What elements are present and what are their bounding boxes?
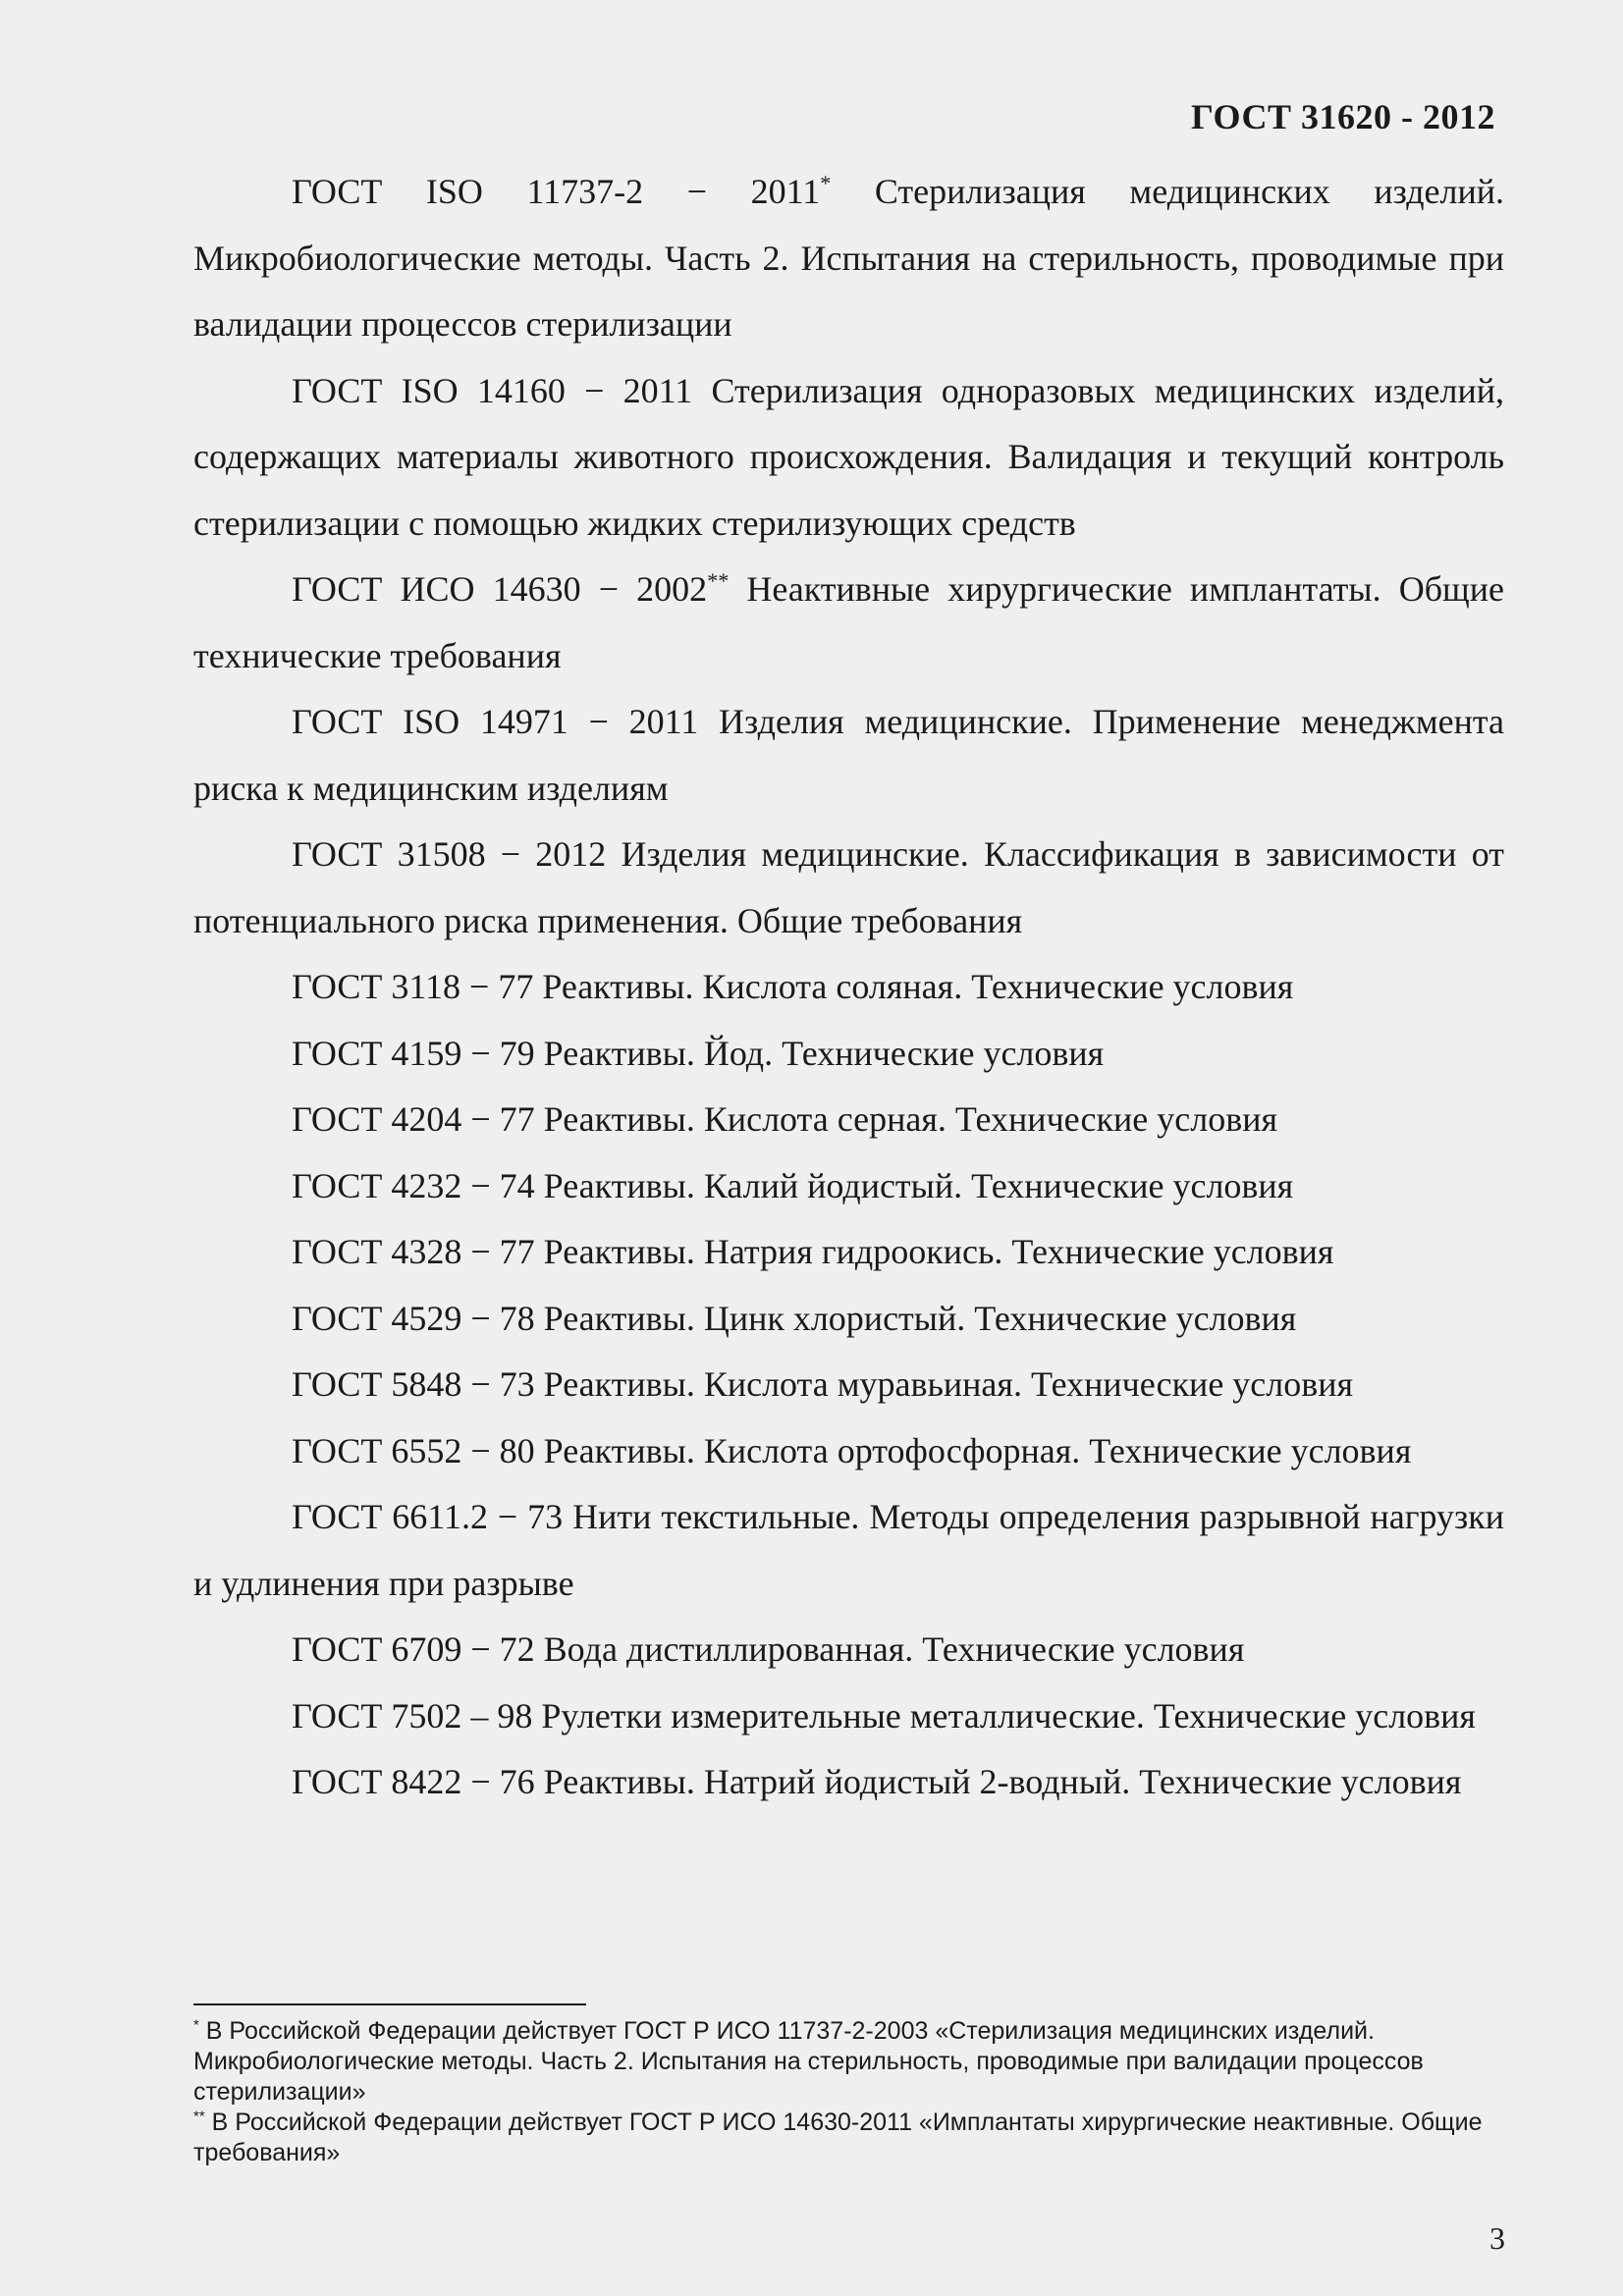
reference-title: Изделия медицинские. Классификация в зависимости от потенциального риска применения. Общие требования	[193, 834, 1504, 940]
footnote-mark: **	[707, 568, 730, 593]
reference-item	[193, 1484, 1504, 1617]
normative-references-list	[193, 159, 1504, 1816]
reference-item	[193, 1219, 1504, 1286]
reference-code: ГОСТ 6709 − 72	[292, 1629, 535, 1669]
reference-item	[193, 557, 1504, 689]
reference-item	[193, 1749, 1504, 1816]
reference-title: Реактивы. Кислота соляная. Технические условия	[533, 967, 1294, 1006]
reference-item	[193, 1087, 1504, 1153]
footnote-divider	[193, 2003, 586, 2005]
footnote-mark: *	[193, 2016, 199, 2034]
reference-item	[193, 1021, 1504, 1088]
reference-title: Изделия медицинские. Применение менеджмента риска к медицинским изделиям	[193, 702, 1504, 808]
reference-code: ГОСТ 8422 − 76	[292, 1762, 535, 1801]
reference-item	[193, 1617, 1504, 1683]
footnote	[193, 2016, 1499, 2108]
reference-item	[193, 1418, 1504, 1485]
reference-title: Реактивы. Кислота серная. Технические условия	[534, 1099, 1278, 1139]
footnote-text: В Российской Федерации действует ГОСТ Р ИСО 14630-2011 «Имплантаты хирургические неактивные. Общие требования»	[193, 2109, 1483, 2166]
reference-code: ГОСТ 4204 − 77	[292, 1099, 535, 1139]
reference-title: Реактивы. Калий йодистый. Технические условия	[534, 1165, 1294, 1205]
document-header-code: ГОСТ 31620 - 2012	[1191, 97, 1495, 136]
footnote	[193, 2108, 1499, 2168]
reference-code: ГОСТ 3118 − 77	[292, 967, 534, 1006]
reference-code: ГОСТ 4328 − 77	[292, 1232, 535, 1271]
reference-item	[193, 689, 1504, 822]
reference-title: Рулетки измерительные металлические. Технические условия	[532, 1695, 1476, 1735]
reference-code: ГОСТ ISO 14971 − 2011	[292, 702, 699, 741]
reference-title: Реактивы. Йод. Технические условия	[534, 1033, 1105, 1073]
reference-code: ГОСТ ИСО 14630 − 2002	[292, 569, 708, 609]
reference-code: ГОСТ 4529 − 78	[292, 1298, 535, 1338]
footnote-mark: *	[820, 171, 832, 195]
reference-code: ГОСТ 6552 − 80	[292, 1430, 535, 1470]
reference-title: Реактивы. Натрия гидроокись. Технические условия	[534, 1232, 1334, 1271]
reference-title: Вода дистиллированная. Технические условия	[534, 1629, 1245, 1669]
reference-code: ГОСТ 6611.2 − 73	[292, 1497, 564, 1536]
reference-code: ГОСТ 31508 − 2012	[292, 834, 607, 874]
reference-code: ГОСТ 7502 – 98	[292, 1695, 533, 1735]
reference-item	[193, 822, 1504, 954]
footnotes	[193, 2016, 1499, 2168]
reference-item	[193, 1352, 1504, 1418]
reference-item	[193, 1683, 1504, 1750]
reference-code: ГОСТ 4232 − 74	[292, 1165, 535, 1205]
reference-code: ГОСТ 5848 − 73	[292, 1364, 535, 1404]
reference-title: Стерилизация медицинских изделий. Микробиологические методы. Часть 2. Испытания на стерильность, проводимые при валидации процессов стерилизации	[193, 172, 1505, 344]
reference-title: Реактивы. Кислота ортофосфорная. Технические условия	[534, 1430, 1412, 1470]
reference-item	[193, 358, 1504, 558]
reference-item	[193, 159, 1504, 358]
reference-title: Реактивы. Натрий йодистый 2-водный. Технические условия	[534, 1762, 1462, 1801]
reference-item	[193, 954, 1504, 1021]
footnote-text: В Российской Федерации действует ГОСТ Р ИСО 11737-2-2003 «Стерилизация медицинских изделий. Микробиологические методы. Часть 2. Испытания на стерильность, проводимые при валидации процессов стерилизации»	[193, 2017, 1424, 2106]
reference-code: ГОСТ ISO 11737-2 − 2011	[292, 172, 821, 211]
reference-item	[193, 1153, 1504, 1220]
reference-code: ГОСТ ISO 14160 − 2011	[292, 370, 693, 410]
reference-item	[193, 1286, 1504, 1353]
reference-title: Неактивные хирургические имплантаты. Общие технические требования	[193, 569, 1504, 675]
page-number: 3	[1489, 2220, 1505, 2256]
reference-title: Стерилизация одноразовых медицинских изделий, содержащих материалы животного происхождения. Валидация и текущий контроль стерилизации с помощью жидких стерилизующих средств	[193, 370, 1504, 543]
footnote-mark: **	[193, 2108, 205, 2125]
reference-title: Нити текстильные. Методы определения разрывной нагрузки и удлинения при разрыве	[193, 1497, 1504, 1603]
reference-title: Реактивы. Кислота муравьиная. Технические условия	[534, 1364, 1354, 1404]
reference-title: Реактивы. Цинк хлористый. Технические условия	[534, 1298, 1297, 1338]
reference-code: ГОСТ 4159 − 79	[292, 1033, 535, 1073]
